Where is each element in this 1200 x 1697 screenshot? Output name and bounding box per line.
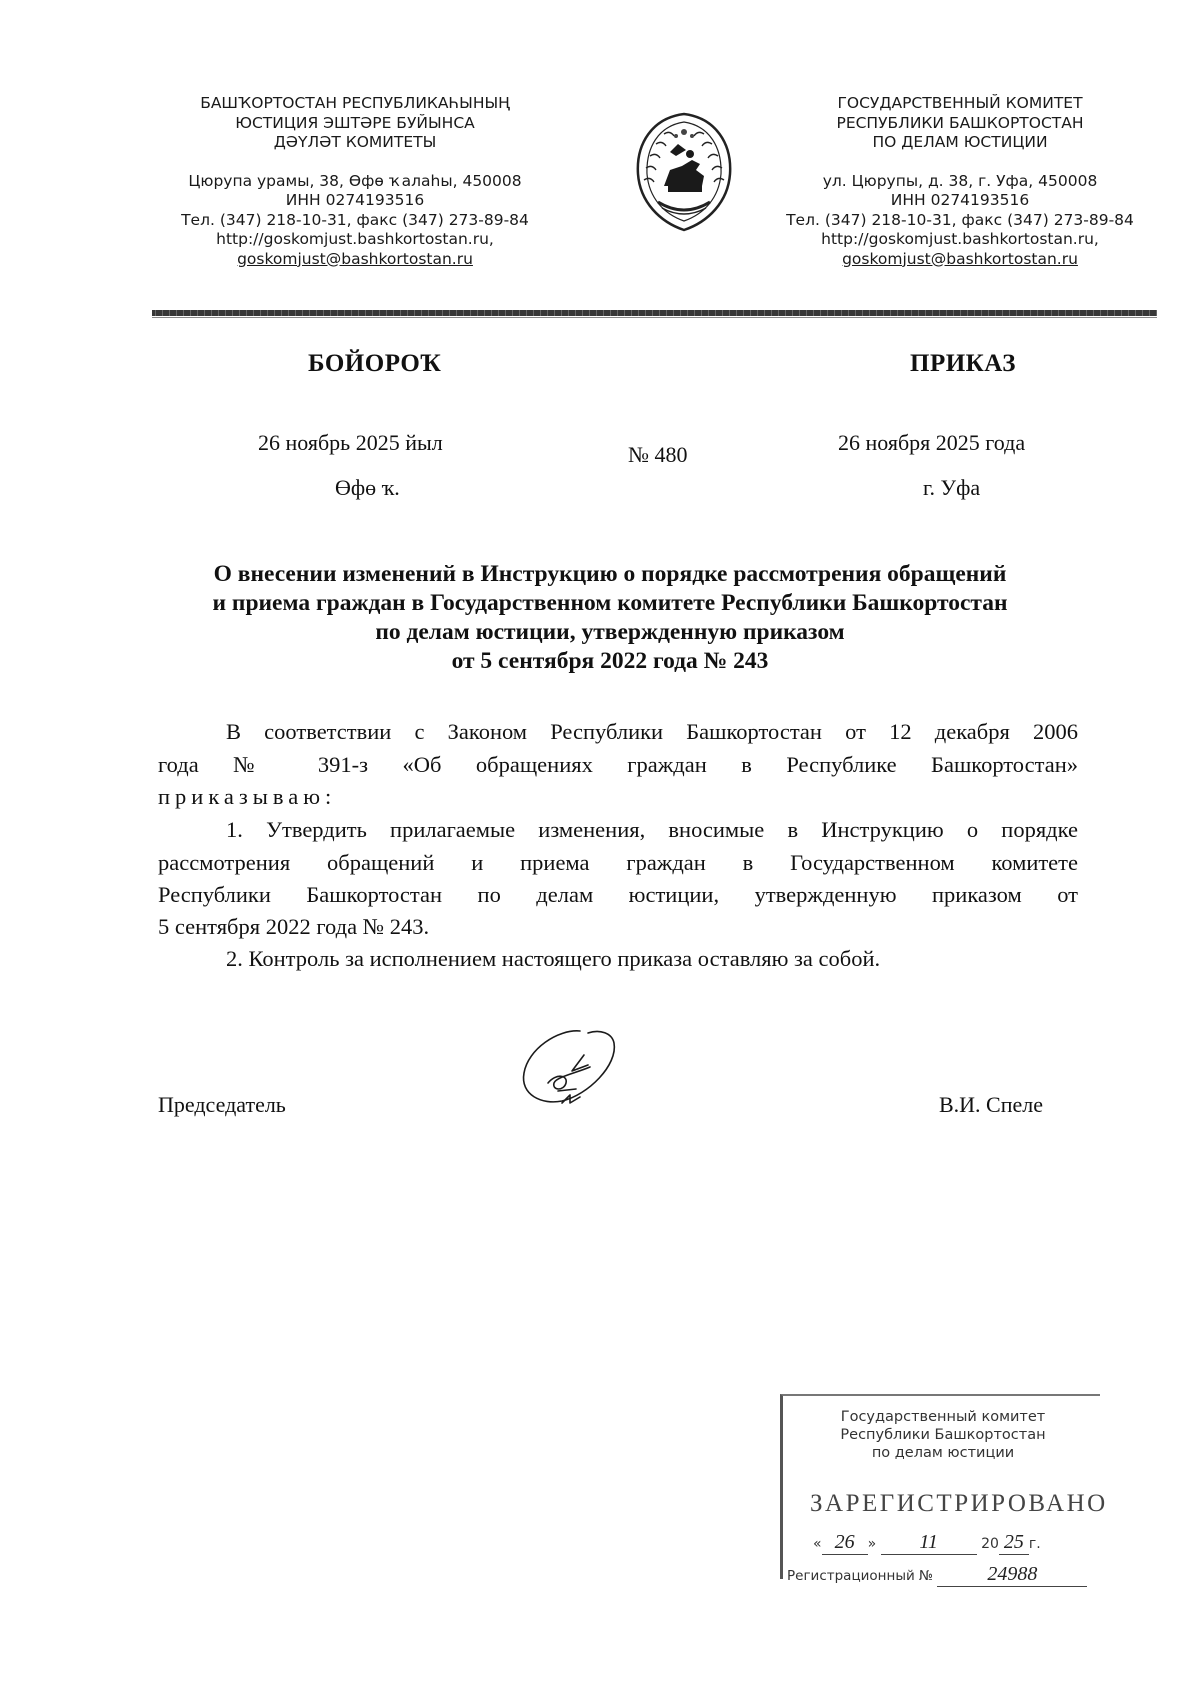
- org-name-line: ДӘҮЛӘТ КОМИТЕТЫ: [273, 133, 437, 151]
- stamp-date-day: 26: [822, 1531, 868, 1555]
- stamp-regnum-label: Регистрационный №: [787, 1568, 934, 1584]
- doc-date-russian: 26 ноября 2025 года: [838, 430, 1026, 455]
- address: Цюрупа урамы, 38, Өфө ҡалаһы, 450008: [188, 171, 522, 190]
- stamp-org: [793, 1408, 1093, 1462]
- org-name-line: ПО ДЕЛАМ ЮСТИЦИИ: [872, 133, 1048, 151]
- registration-stamp: [780, 1394, 1108, 1585]
- body-line: года № 391-з «Об обращениях граждан в Республике Башкортостан»: [158, 752, 1078, 777]
- inn: ИНН 0274193516: [890, 191, 1030, 209]
- stamp-org-line: по делам юстиции: [871, 1445, 1015, 1461]
- org-name-line: ГОСУДАРСТВЕННЫЙ КОМИТЕТ: [837, 94, 1083, 112]
- stamp-date-open: «: [813, 1536, 822, 1552]
- body-line: рассмотрения обращений и приема граждан в Государственном комитете: [158, 850, 1078, 875]
- stamp-status: ЗАРЕГИСТРИРОВАНО: [810, 1490, 1108, 1517]
- stamp-date-year: 25: [999, 1531, 1029, 1555]
- signer-position: Председатель: [158, 1092, 286, 1117]
- phone: Тел. (347) 218-10-31, факс (347) 273-89-84: [786, 210, 1134, 229]
- doc-number: № 480: [628, 442, 688, 467]
- header-right: [760, 94, 1160, 269]
- stamp-date-year-prefix: 20: [981, 1536, 999, 1552]
- stamp-regnum: [787, 1563, 1092, 1587]
- stamp-date-month: 11: [881, 1531, 977, 1555]
- address: ул. Цюрупы, д. 38, г. Уфа, 450008: [822, 171, 1098, 190]
- org-name-line: РЕСПУБЛИКИ БАШКОРТОСТАН: [836, 113, 1084, 132]
- website-link[interactable]: http://goskomjust.bashkortostan.ru,: [821, 230, 1099, 248]
- doc-date-bashkir: 26 ноябрь 2025 йыл: [258, 430, 443, 455]
- inn: ИНН 0274193516: [285, 191, 425, 209]
- doc-type-bashkir: БОЙОРОҠ: [308, 350, 442, 377]
- stamp-date-suffix: г.: [1028, 1536, 1041, 1552]
- header-divider: [152, 310, 1157, 316]
- header-left: [150, 94, 560, 269]
- email-link[interactable]: goskomjust@bashkortostan.ru: [842, 249, 1078, 268]
- doc-place-bashkir: Өфө ҡ.: [335, 475, 400, 500]
- signer-name: В.И. Спеле: [939, 1092, 1044, 1117]
- title-line: от 5 сентября 2022 года № 243: [451, 648, 769, 674]
- phone: Тел. (347) 218-10-31, факс (347) 273-89-84: [181, 210, 529, 229]
- title-line: по делам юстиции, утвержденную приказом: [375, 619, 845, 645]
- stamp-regnum-value: 24988: [937, 1563, 1087, 1587]
- bashkortostan-emblem-icon: [630, 110, 738, 234]
- website-link[interactable]: http://goskomjust.bashkortostan.ru,: [216, 230, 494, 248]
- header-divider-thin: [152, 317, 1157, 318]
- doc-type-russian: ПРИКАЗ: [910, 350, 1016, 377]
- stamp-date: [813, 1531, 1098, 1555]
- email-link[interactable]: goskomjust@bashkortostan.ru: [237, 249, 473, 268]
- document-title: [130, 560, 1090, 676]
- body-line: 1. Утвердить прилагаемые изменения, вносимые в Инструкцию о порядке: [226, 817, 1078, 842]
- stamp-org-line: Государственный комитет: [840, 1409, 1046, 1425]
- org-name-line: БАШҠОРТОСТАН РЕСПУБЛИКАҺЫНЫҢ: [200, 94, 510, 112]
- stamp-org-line: Республики Башкортостан: [840, 1427, 1046, 1443]
- body-line: 2. Контроль за исполнением настоящего приказа оставляю за собой.: [226, 946, 881, 971]
- body-line: В соответствии с Законом Республики Башкортостан от 12 декабря 2006: [226, 719, 1078, 744]
- body-line: Республики Башкортостан по делам юстиции, утвержденную приказом от: [158, 882, 1078, 907]
- body-line: 5 сентября 2022 года № 243.: [158, 914, 430, 939]
- handwritten-signature-icon: [518, 1025, 628, 1115]
- stamp-date-mid: »: [867, 1536, 877, 1552]
- title-line: и приема граждан в Государственном комитете Республики Башкортостан: [212, 590, 1008, 616]
- doc-place-russian: г. Уфа: [923, 475, 981, 500]
- title-line: О внесении изменений в Инструкцию о порядке рассмотрения обращений: [213, 561, 1007, 587]
- body-line: приказываю:: [158, 784, 337, 809]
- org-name-line: ЮСТИЦИЯ ЭШТӘРЕ БУЙЫНСА: [235, 113, 475, 132]
